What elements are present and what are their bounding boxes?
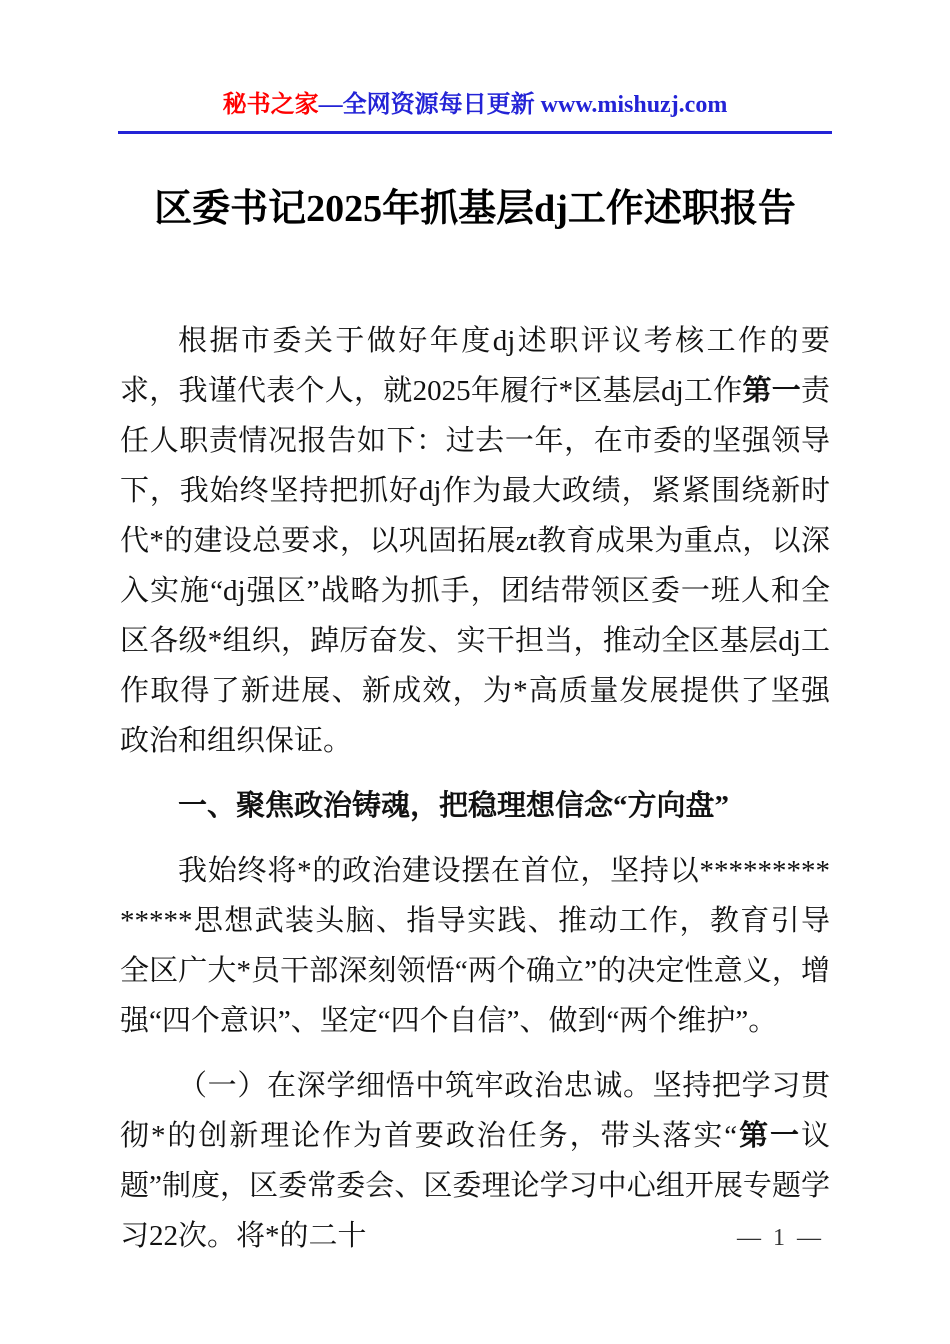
paragraph-subsection-1 (120, 1061, 830, 1261)
document-body (120, 316, 830, 1261)
paragraph-intro-text-a: 根据市委关于做好年度dj述职评议考核工作的要求，我谨代表个人，就2025年履行*区基层dj工作 (120, 325, 830, 407)
site-brand: 秘书之家 (222, 92, 319, 118)
paragraph-subsection-1-text-a: （一）在深学细悟中筑牢政治忠诚。坚持把学习贯彻*的创新理论作为首要政治任务，带头落实“ (120, 1070, 830, 1152)
section-heading-1: 一、聚焦政治铸魂，把稳理想信念“方向盘” (178, 790, 730, 822)
header-divider (118, 131, 832, 134)
site-header (0, 0, 950, 119)
paragraph-subsection-1-bold-term: 第一 (737, 1120, 801, 1152)
paragraph-intro-text-b: 责任人职责情况报告如下：过去一年，在市委的坚强领导下，我始终坚持把抓好dj作为最大政绩，紧紧围绕新时代*的建设总要求，以巩固拓展zt教育成果为重点，以深入实施“dj强区”战略为抓手，团结带领区委一班人和全区各级*组织，踔厉奋发、实干担当，推动全区基层dj工作取得了新进展、新成效，为*高质量发展提供了坚强政治和组织保证。 (120, 375, 830, 757)
site-url-link[interactable]: www.mishuzj.com (540, 92, 728, 118)
page-number: — 1 — (737, 1225, 824, 1251)
paragraph-intro (120, 316, 830, 766)
document-title: 区委书记2025年抓基层dj工作述职报告 (154, 188, 796, 230)
paragraph-subsection-1-text-b: 议题”制度，区委常委会、区委理论学习中心组开展专题学习22次。将*的二十 (120, 1120, 830, 1252)
paragraph-intro-bold-term: 第一 (742, 375, 801, 407)
paragraph-section1-lead: 我始终将*的政治建设摆在首位，坚持以**************思想武装头脑、指导实践、推动工作，教育引导全区广大*员干部深刻领悟“两个确立”的决定性意义，增强“四个意识”、坚定“四个自信”、做到“两个维护”。 (120, 855, 830, 1037)
site-tagline: —全网资源每日更新 (318, 92, 541, 118)
